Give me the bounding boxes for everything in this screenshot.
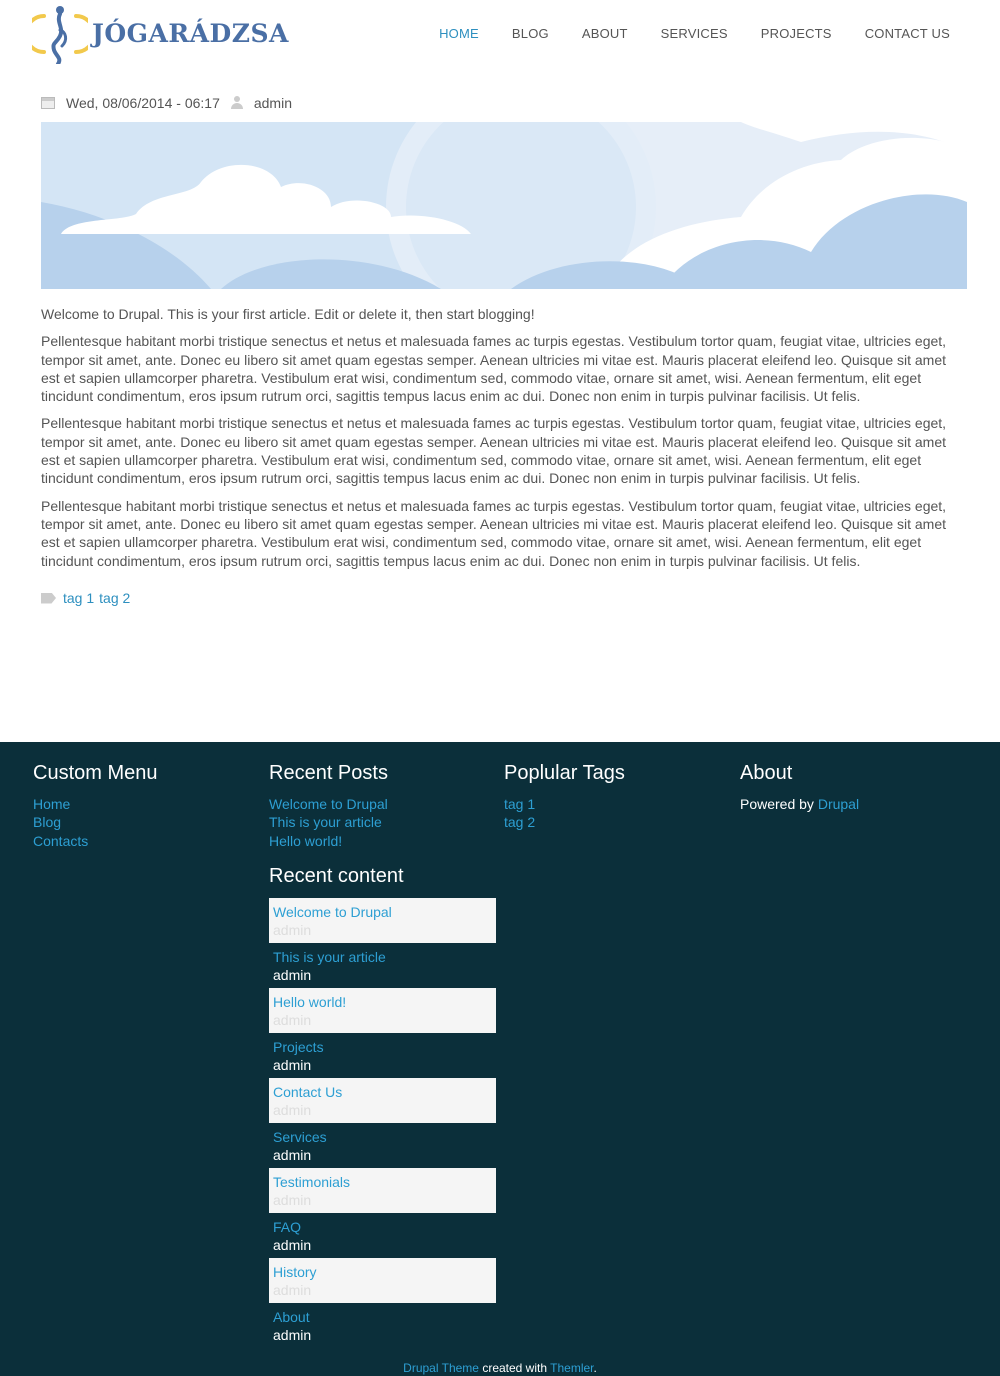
list-item	[269, 898, 496, 943]
calendar-icon	[41, 97, 55, 109]
credit-end: .	[593, 1361, 597, 1375]
recent-content-author: admin	[273, 921, 312, 938]
nav-blog[interactable]: BLOG	[511, 26, 549, 41]
nav-services[interactable]: SERVICES	[660, 26, 728, 41]
recent-content-author: admin	[273, 1191, 312, 1208]
recent-content-author: admin	[273, 1146, 312, 1163]
article-paragraph: Pellentesque habitant morbi tristique senectus et netus et malesuada fames ac turpis egestas. Vestibulum tortor quam, feugiat vitae, ultricies eget, tempor sit amet, ante. Donec eu libero sit amet quam egestas semper. Aenean ultricies mi vitae est. Mauris placerat eleifend leo. Quisque sit amet est et sapien ullamcorper pharetra. Vestibulum erat wisi, condimentum sed, commodo vitae, ornare sit amet, wisi. Aenean fermentum, elit eget tincidunt condimentum, eros ipsum rutrum orci, sagittis tempus lacus enim ac dui. Donec non enim in turpis pulvinar facilisis. Ut felis.	[41, 415, 947, 487]
list-item	[269, 943, 496, 988]
list-item	[269, 988, 496, 1033]
powered-by-text: Powered by	[740, 796, 818, 812]
site-footer	[0, 742, 1000, 1376]
nav-about[interactable]: ABOUT	[581, 26, 628, 41]
footer-link-home[interactable]: Home	[33, 796, 71, 812]
article-meta	[41, 95, 292, 111]
article-body	[41, 305, 967, 579]
recent-content-author: admin	[273, 1236, 312, 1253]
article-paragraph: Pellentesque habitant morbi tristique senectus et netus et malesuada fames ac turpis egestas. Vestibulum tortor quam, feugiat vitae, ultricies eget, tempor sit amet, ante. Donec eu libero sit amet quam egestas semper. Aenean ultricies mi vitae est. Mauris placerat eleifend leo. Quisque sit amet est et sapien ullamcorper pharetra. Vestibulum erat wisi, condimentum sed, commodo vitae, ornare sit amet, wisi. Aenean fermentum, elit eget tincidunt condimentum, eros ipsum rutrum orci, sagittis tempus lacus enim ac dui. Donec non enim in turpis pulvinar facilisis. Ut felis.	[41, 333, 947, 405]
article-author: admin	[253, 95, 292, 111]
footer-link-blog[interactable]: Blog	[33, 814, 62, 831]
article-paragraph: Pellentesque habitant morbi tristique senectus et netus et malesuada fames ac turpis egestas. Vestibulum tortor quam, feugiat vitae, ultricies eget, tempor sit amet, ante. Donec eu libero sit amet quam egestas semper. Aenean ultricies mi vitae est. Mauris placerat eleifend leo. Quisque sit amet est et sapien ullamcorper pharetra. Vestibulum erat wisi, condimentum sed, commodo vitae, ornare sit amet, wisi. Aenean fermentum, elit eget tincidunt condimentum, eros ipsum rutrum orci, sagittis tempus lacus enim ac dui. Donec non enim in turpis pulvinar facilisis. Ut felis.	[41, 497, 947, 569]
recent-content-link[interactable]: Services	[273, 1128, 327, 1145]
list-item	[269, 1303, 496, 1348]
footer-about	[740, 760, 968, 813]
about-text	[740, 795, 968, 813]
article-date: Wed, 08/06/2014 - 06:17	[66, 95, 220, 111]
footer-heading: Recent content	[269, 864, 404, 887]
tag-link[interactable]: tag 1	[63, 590, 95, 606]
recent-content-link[interactable]: Projects	[273, 1038, 324, 1055]
recent-content-link[interactable]: FAQ	[273, 1218, 302, 1235]
recent-content-author: admin	[273, 1056, 312, 1073]
drupal-theme-link[interactable]: Drupal Theme	[403, 1361, 479, 1375]
drupal-link[interactable]: Drupal	[817, 796, 860, 812]
list-item	[269, 1258, 496, 1303]
recent-post-link[interactable]: Hello world!	[269, 832, 343, 849]
list-item	[269, 1123, 496, 1168]
footer-credit	[0, 1361, 1000, 1375]
nav-projects[interactable]: PROJECTS	[760, 26, 832, 41]
article-intro: Welcome to Drupal. This is your first article. Edit or delete it, then start blogging!	[41, 306, 535, 322]
footer-heading: Poplular Tags	[504, 762, 625, 784]
footer-heading: Recent Posts	[269, 762, 388, 784]
recent-content-author: admin	[273, 966, 312, 983]
recent-content-list	[269, 898, 496, 1348]
article-tags	[41, 590, 135, 606]
site-logo[interactable]	[32, 2, 289, 64]
yoga-figure-icon	[32, 2, 88, 64]
recent-content-author: admin	[273, 1326, 312, 1343]
recent-content-link[interactable]: History	[273, 1263, 317, 1280]
recent-content-link[interactable]: About	[273, 1308, 310, 1325]
footer-popular-tags	[504, 760, 732, 832]
tag-link[interactable]: tag 2	[99, 590, 131, 606]
footer-heading: About	[740, 762, 793, 784]
recent-content-author: admin	[273, 1101, 312, 1118]
brand-name: JÓGARÁDZSA	[92, 18, 289, 48]
popular-tag-link[interactable]: tag 2	[504, 814, 536, 831]
recent-content-author: admin	[273, 1281, 312, 1298]
list-item	[269, 1078, 496, 1123]
article-banner-image	[41, 122, 967, 289]
recent-content-link[interactable]: Hello world!	[273, 993, 347, 1010]
themler-link[interactable]: Themler	[550, 1361, 594, 1375]
tag-icon	[41, 593, 56, 604]
recent-content-link[interactable]: Contact Us	[273, 1083, 343, 1100]
site-header	[0, 0, 1000, 72]
nav-home[interactable]: HOME	[439, 26, 479, 41]
popular-tag-link[interactable]: tag 1	[504, 796, 536, 812]
list-item	[269, 1168, 496, 1213]
list-item	[269, 1033, 496, 1078]
footer-custom-menu	[33, 760, 261, 850]
recent-post-link[interactable]: Welcome to Drupal	[269, 796, 388, 812]
main-nav	[406, 26, 950, 41]
recent-content-link[interactable]: This is your article	[273, 948, 386, 965]
footer-heading: Custom Menu	[33, 762, 158, 784]
credit-text: created with	[478, 1361, 551, 1375]
recent-content-link[interactable]: Testimonials	[273, 1173, 351, 1190]
recent-content-author: admin	[273, 1011, 312, 1028]
recent-content-link[interactable]: Welcome to Drupal	[273, 903, 392, 920]
footer-link-contacts[interactable]: Contacts	[33, 832, 89, 849]
user-icon	[230, 96, 244, 110]
nav-contact-us[interactable]: CONTACT US	[864, 26, 950, 41]
list-item	[269, 1213, 496, 1258]
recent-post-link[interactable]: This is your article	[269, 814, 382, 831]
footer-recent-posts	[269, 760, 497, 1348]
